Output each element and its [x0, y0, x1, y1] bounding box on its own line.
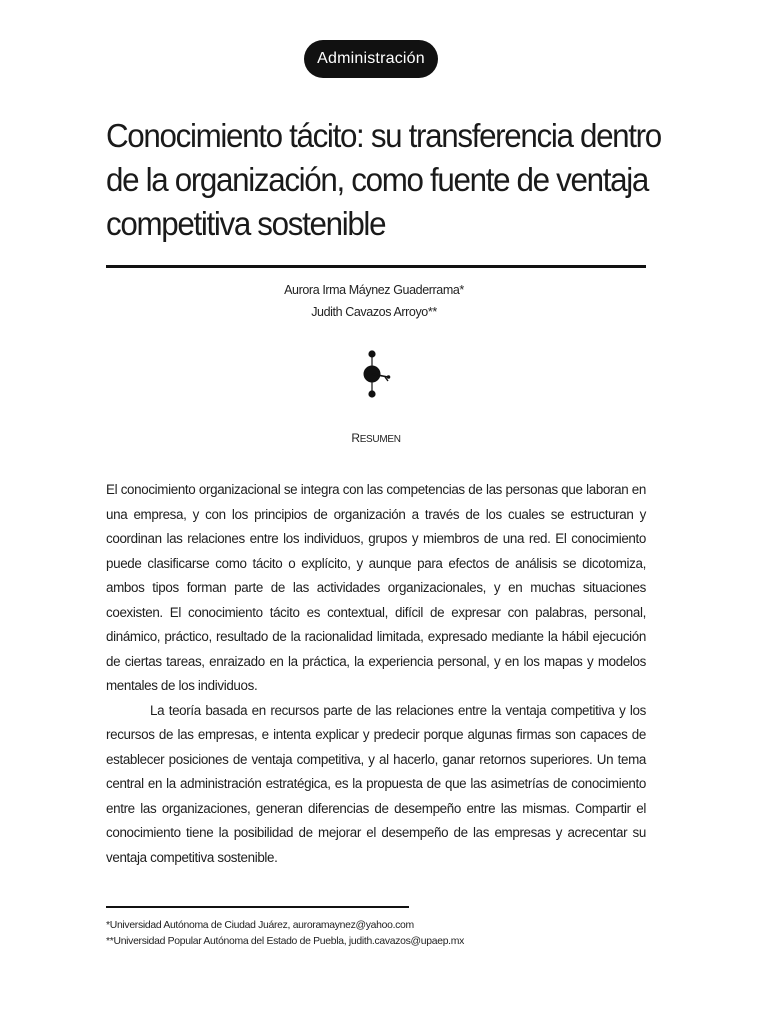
title-divider — [106, 265, 646, 268]
section-label: Administración — [317, 50, 425, 67]
section-badge — [304, 40, 438, 78]
author-2: Judith Cavazos Arroyo** — [311, 305, 437, 319]
footnote-divider — [106, 906, 409, 908]
abstract-heading-rest: ESUMEN — [359, 434, 401, 445]
abstract-heading — [0, 431, 752, 445]
abstract-paragraph-1: El conocimiento organizacional se integra con las competencias de las personas que laboran en una empresa, y con los principios de organización a través de los cuales se estructuran y coordinan las relaciones entre los individuos, grupos y miembros de una red. El conocimiento puede clasificarse como tácito o explícito, y aunque para efectos de análisis se dicotomiza, ambos tipos forman parte de las actividades organizacionales, y en muchas situaciones coexisten. El conocimiento tácito es contextual, difícil de expresar con palabras, personal, dinámico, práctico, resultado de la racionalidad limitada, expresado mediante la hábil ejecución de ciertas tareas, enraizado en la práctica, la experiencia personal, y en los mapas y modelos mentales de los individuos. — [106, 482, 646, 693]
author-1: Aurora Irma Máynez Guaderrama* — [284, 283, 464, 297]
footnote-2: **Universidad Popular Autónoma del Estado de Puebla, judith.cavazos@upaep.mx — [106, 936, 465, 947]
footnote-1: *Universidad Autónoma de Ciudad Juárez, auroramaynez@yahoo.com — [106, 920, 414, 931]
abstract-paragraph-2: La teoría basada en recursos parte de las relaciones entre la ventaja competitiva y los recursos de las empresas, e intenta explicar y predecir porque algunas firmas son capaces de establecer posiciones de ventaja competitiva, y al hacerlo, ganar retornos superiores. Un tema central en la administración estratégica, es la propuesta de que las asimetrías de conocimiento entre las organizaciones, generan diferencias de desempeño entre las mismas. Compartir el conocimiento tiene la posibilidad de mejorar el desempeño de las empresas y acrecentar su ventaja competitiva sostenible. — [106, 702, 646, 865]
abstract-heading-initial: R — [351, 431, 360, 445]
abstract-body — [106, 478, 646, 870]
article-title: Conocimiento tácito: su transferencia dentro de la organización, como fuente de ventaja competitiva sostenible — [106, 117, 661, 242]
decorative-ornament-icon — [358, 348, 394, 400]
